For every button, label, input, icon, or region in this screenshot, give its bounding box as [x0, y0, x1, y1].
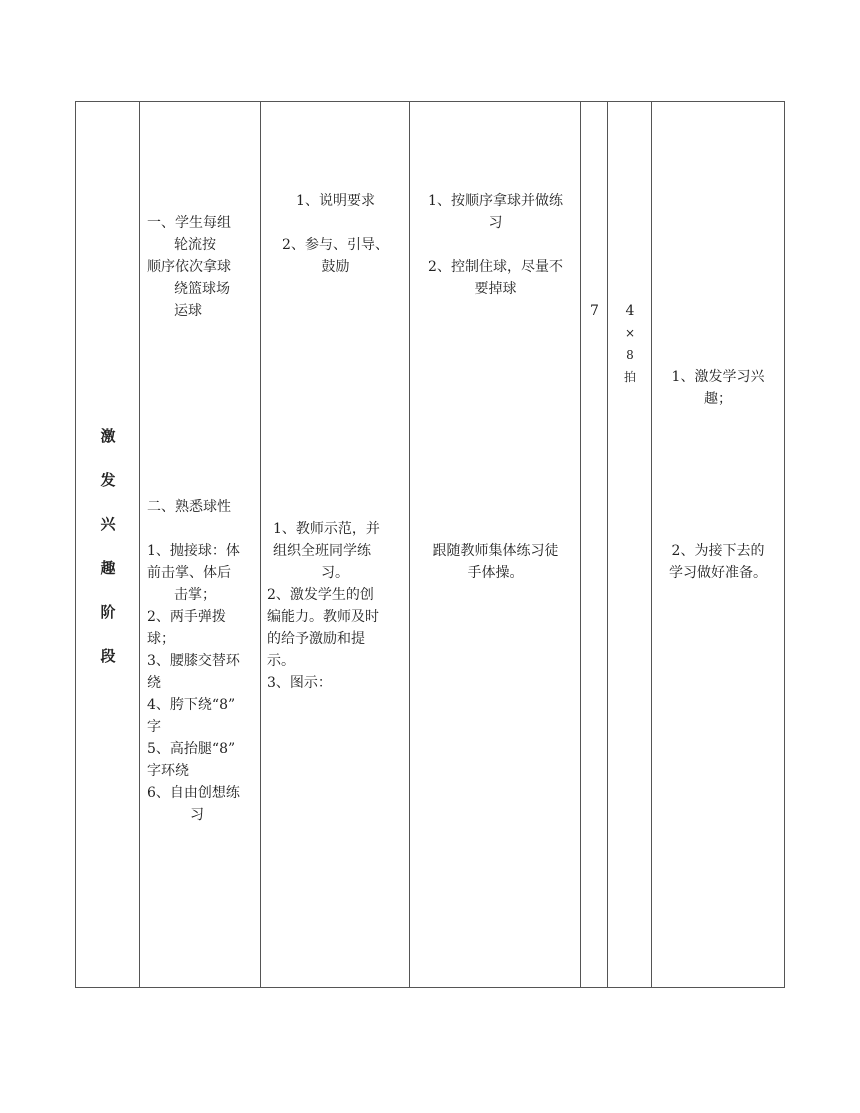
- stage-char-5: 阶: [100, 603, 116, 621]
- reps-line3: 8: [626, 348, 634, 362]
- goal-part1-line: 1、激发学习兴: [671, 369, 765, 385]
- time-column: [581, 102, 608, 987]
- reps-line2: ×: [624, 326, 636, 340]
- content-part2-item: 字环绕: [147, 763, 189, 779]
- content-part2-item: 5、高抬腿“8”: [147, 741, 236, 757]
- stage-char-3: 兴: [100, 515, 116, 533]
- content-part1-line1: 一、学生每组: [147, 215, 231, 231]
- teacher-part1-line: 1、说明要求: [296, 193, 375, 209]
- teacher-part2-line: 编能力。教师及时: [267, 609, 379, 625]
- teacher-part2-line: 示。: [267, 653, 295, 669]
- teacher-part2-line: 1、教师示范，并: [273, 521, 380, 537]
- teacher-part2-line: 的给予激励和提: [267, 631, 365, 647]
- reps-line4: 拍: [623, 370, 636, 384]
- stage-char-2: 发: [100, 471, 116, 489]
- content-part2-item: 4、胯下绕“8”: [147, 697, 236, 713]
- content-part2-item: 字: [147, 719, 161, 735]
- content-part2-item: 球；: [147, 631, 175, 647]
- content-part2-item: 3、腰膝交替环: [147, 653, 240, 669]
- student-part1-line: 习: [488, 215, 503, 231]
- reps-line1: 4: [625, 303, 635, 319]
- stage-char-6: 段: [100, 647, 116, 665]
- content-part2-item: 2、两手弹拨: [147, 609, 226, 625]
- content-part1-line2: 轮流按: [174, 237, 216, 253]
- teacher-part2-line: 2、激发学生的创: [267, 587, 374, 603]
- content-part2-item: 习: [190, 807, 204, 823]
- student-part2-line: 跟随教师集体练习徒: [432, 543, 559, 559]
- goal-part1-line: 趣；: [704, 391, 732, 407]
- content-part2-item: 1、抛接球：体: [147, 543, 240, 559]
- goal-part2-line: 2、为接下去的: [671, 543, 765, 559]
- student-part1-line: 1、按顺序拿球并做练: [428, 193, 563, 209]
- teacher-part1-line: 鼓励: [321, 259, 350, 275]
- content-part2-item: 6、自由创想练: [147, 785, 240, 801]
- goal-part2-line: 学习做好准备。: [669, 565, 767, 581]
- time-value: 7: [590, 303, 599, 319]
- teacher-part1-line: 2、参与、引导、: [282, 237, 389, 253]
- student-column: [410, 102, 581, 987]
- student-part2-line: 手体操。: [467, 565, 524, 581]
- content-part1-line4: 绕篮球场: [174, 281, 230, 297]
- stage-column: [76, 102, 140, 987]
- goal-column: [652, 102, 784, 987]
- lesson-plan-table: [75, 101, 785, 988]
- content-part2-item: 击掌；: [174, 587, 216, 603]
- teacher-part2-line: 习。: [321, 565, 349, 581]
- content-part1-line3: 顺序依次拿球: [147, 259, 231, 275]
- student-part1-line: 要掉球: [474, 281, 517, 297]
- content-part2-title: 二、熟悉球性: [147, 499, 231, 515]
- stage-char-4: 趣: [100, 559, 116, 577]
- teacher-part2-line: 3、图示：: [267, 675, 332, 691]
- content-part2-item: 绕: [147, 675, 161, 691]
- content-column: [140, 102, 261, 987]
- reps-column: [608, 102, 652, 987]
- content-part1-line5: 运球: [174, 303, 202, 319]
- teacher-column: [261, 102, 410, 987]
- teacher-part2-line: 组织全班同学练: [273, 543, 371, 559]
- student-part1-line: 2、控制住球，尽量不: [428, 259, 563, 275]
- content-part2-item: 前击掌、体后: [147, 565, 231, 581]
- stage-char-1: 激: [100, 427, 116, 445]
